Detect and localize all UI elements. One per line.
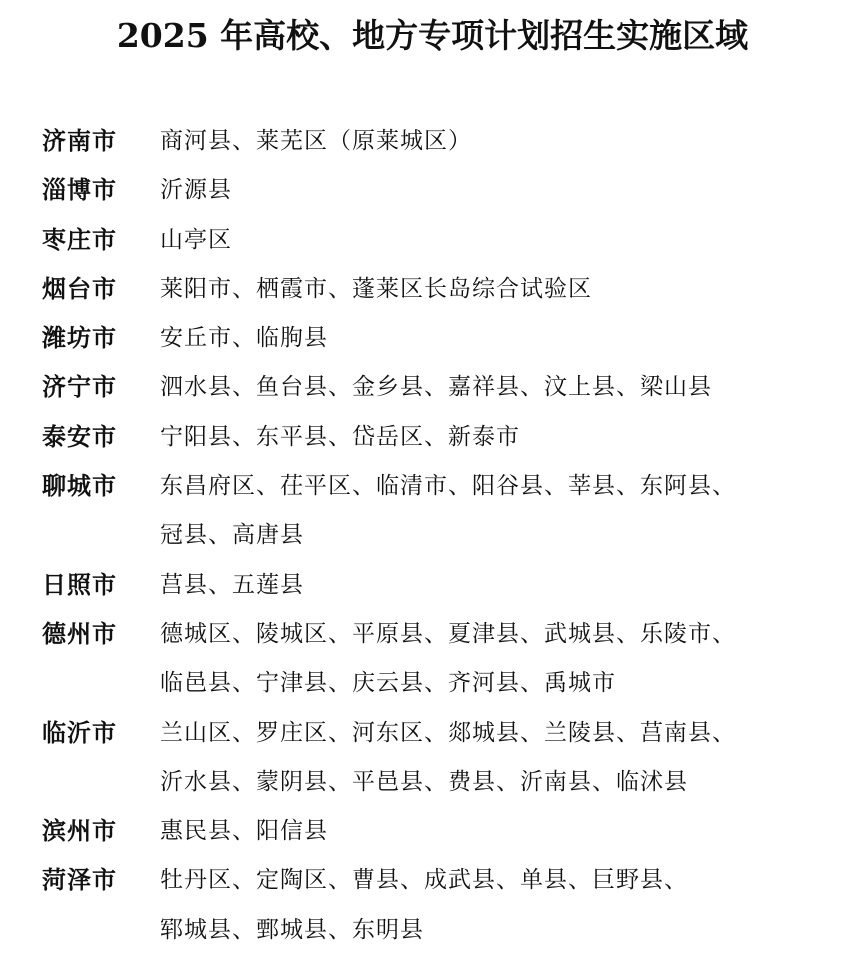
county-line: 临邑县、宁津县、庆云县、齐河县、禹城市	[160, 670, 616, 697]
region-row-zibo	[42, 166, 852, 215]
county-list	[160, 166, 852, 215]
county-line: 安丘市、临朐县	[160, 325, 328, 352]
city-name: 潍坊市	[42, 324, 117, 353]
region-row-linyi	[42, 709, 852, 808]
region-row-heze	[42, 856, 852, 955]
city-name: 日照市	[42, 570, 117, 599]
county-line: 山亭区	[160, 226, 232, 253]
city-name: 淄博市	[42, 176, 117, 205]
county-list	[160, 561, 852, 610]
county-list	[160, 363, 852, 412]
city-name: 济南市	[42, 127, 117, 155]
region-row-jining	[42, 363, 852, 412]
city-name: 济宁市	[42, 373, 117, 402]
city-name: 临沂市	[42, 718, 117, 747]
region-row-yantai	[42, 265, 852, 314]
region-row-rizhao	[42, 561, 852, 610]
county-line: 牡丹区、定陶区、曹县、成武县、单县、巨野县、	[160, 867, 688, 894]
county-list	[160, 314, 852, 363]
county-line: 沂源县	[160, 177, 232, 204]
region-row-liaocheng	[42, 462, 852, 561]
county-line: 郓城县、鄄城县、东明县	[160, 916, 424, 943]
county-line: 德城区、陵城区、平原县、夏津县、武城县、乐陵市、	[160, 620, 736, 647]
county-list	[160, 462, 852, 561]
county-line: 泗水县、鱼台县、金乡县、嘉祥县、汶上县、梁山县	[160, 374, 712, 401]
region-row-zaozhuang	[42, 216, 852, 265]
page-title: 2025 年高校、地方专项计划招生实施区域	[116, 16, 749, 55]
county-line: 兰山区、罗庄区、河东区、郯城县、兰陵县、莒南县、	[160, 719, 736, 746]
county-line: 商河县、莱芜区（原莱城区）	[160, 128, 472, 154]
region-row-binzhou	[42, 807, 852, 856]
region-row-taian	[42, 413, 852, 462]
county-line: 宁阳县、东平县、岱岳区、新泰市	[160, 423, 520, 450]
city-name: 滨州市	[42, 817, 117, 846]
city-name: 枣庄市	[42, 225, 117, 254]
county-list	[160, 265, 852, 314]
city-name: 德州市	[42, 619, 117, 648]
region-row-dezhou	[42, 610, 852, 709]
county-list	[160, 807, 852, 856]
county-list	[160, 413, 852, 462]
county-list	[160, 117, 852, 166]
county-line: 冠县、高唐县	[160, 522, 304, 549]
city-name: 菏泽市	[42, 866, 117, 895]
county-line: 东昌府区、茌平区、临清市、阳谷县、莘县、东阿县、	[160, 473, 736, 500]
city-name: 聊城市	[42, 472, 117, 501]
county-line: 沂水县、蒙阴县、平邑县、费县、沂南县、临沭县	[160, 768, 688, 795]
city-name: 烟台市	[42, 274, 117, 303]
region-row-weifang	[42, 314, 852, 363]
region-row-jinan	[42, 117, 852, 166]
county-list	[160, 610, 852, 709]
county-line: 惠民县、阳信县	[160, 818, 328, 845]
county-list	[160, 856, 852, 955]
county-line: 莒县、五莲县	[160, 571, 304, 598]
county-list	[160, 709, 852, 808]
region-list	[42, 117, 852, 955]
county-line: 莱阳市、栖霞市、蓬莱区长岛综合试验区	[160, 275, 592, 302]
county-list	[160, 216, 852, 265]
city-name: 泰安市	[42, 422, 117, 451]
